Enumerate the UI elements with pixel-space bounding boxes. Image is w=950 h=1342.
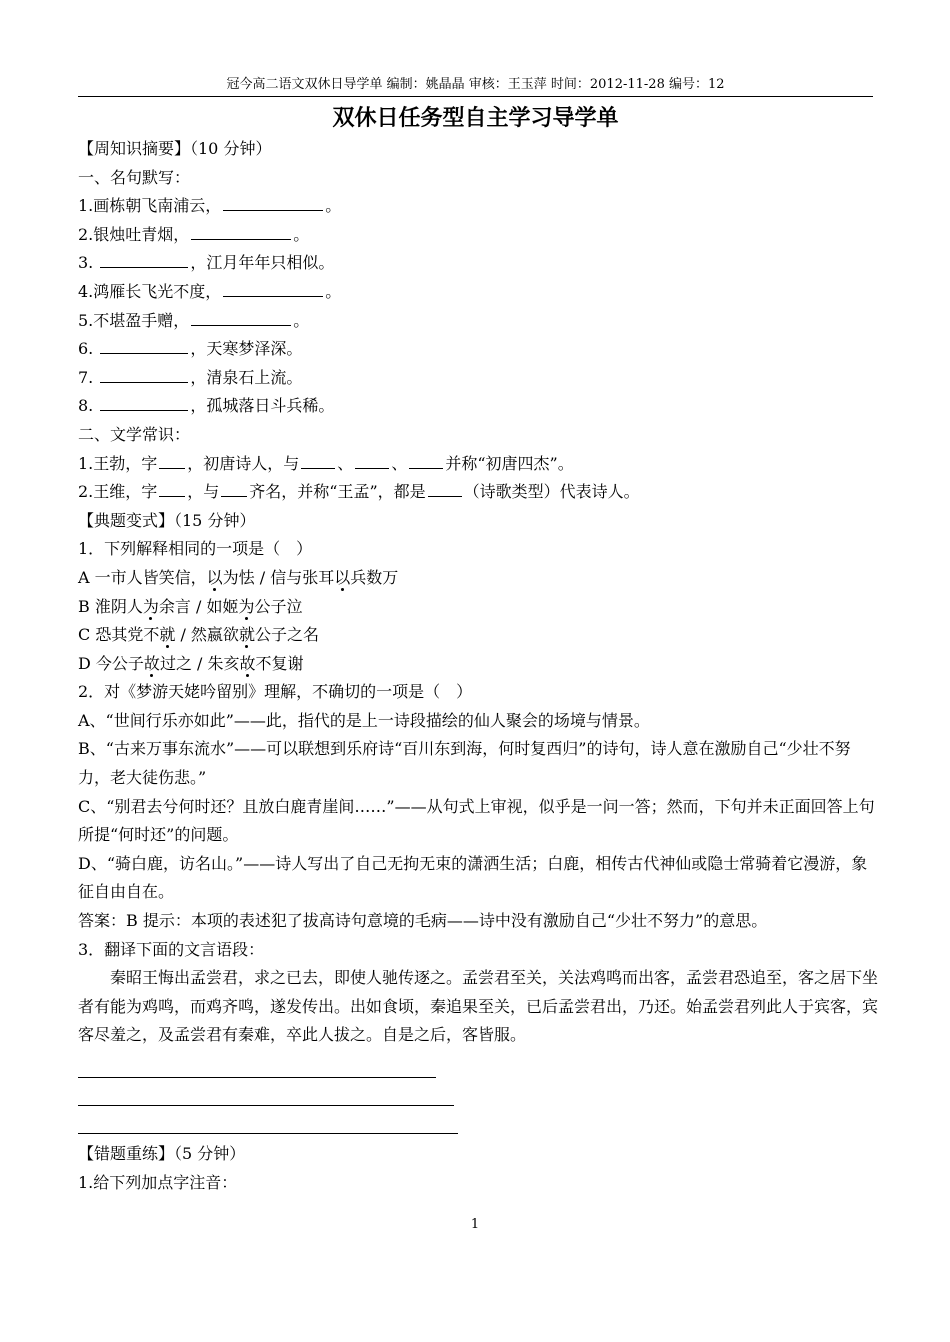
dotted-char: 故 xyxy=(143,653,160,673)
recitation-item xyxy=(78,364,878,393)
option-d: D、“骑白鹿，访名山。”——诗人写出了自己无拘无束的潇洒生活；白鹿，相传古代神仙或隐士常骑着它漫游，象征自由自在。 xyxy=(78,853,868,902)
dotted-char: 故 xyxy=(239,653,256,673)
item-text: 8. xyxy=(78,396,99,416)
option-c: C、“别君去兮何时还？且放白鹿青崖间……”——从句式上审视，似乎是一问一答；然而，下句并未正面回答上句所提“何时还”的问题。 xyxy=(78,796,875,845)
fill-blank[interactable] xyxy=(159,450,185,469)
question-stem: 1.给下列加点字注音： xyxy=(78,1172,238,1192)
item-text: ，江月年年只相似。 xyxy=(190,253,335,273)
answer-lines xyxy=(78,1056,878,1140)
fill-blank[interactable] xyxy=(428,478,462,497)
recitation-item xyxy=(78,278,878,307)
fill-blank[interactable] xyxy=(301,450,335,469)
item-text: 齐名，并称“王孟”，都是 xyxy=(249,482,426,502)
document-body xyxy=(78,135,878,1197)
item-text: 。 xyxy=(293,310,310,330)
part-heading-literature: 二、文学常识： xyxy=(78,424,191,444)
dotted-char: 以 xyxy=(334,567,351,587)
item-text: 1.画栋朝飞南浦云， xyxy=(78,196,222,216)
answer-line[interactable] xyxy=(78,1112,878,1140)
recitation-item xyxy=(78,307,878,336)
fill-blank[interactable] xyxy=(100,392,188,411)
part-heading-recitation: 一、名句默写： xyxy=(78,167,191,187)
item-text: 并称“初唐四杰”。 xyxy=(445,453,574,473)
option-text: D 今公子 xyxy=(78,653,144,673)
item-text: 、 xyxy=(337,453,354,473)
question-stem: 2．对《梦游天姥吟留别》理解，不确切的一项是（ ） xyxy=(78,682,473,702)
dotted-char: 为 xyxy=(142,596,159,616)
option-text: 公子泣 xyxy=(254,596,303,616)
item-text: ，与 xyxy=(187,482,220,502)
dotted-char: 就 xyxy=(159,625,176,645)
item-text: 6. xyxy=(78,339,99,359)
answer-line[interactable] xyxy=(78,1056,878,1084)
answer-note: 答案：B 提示：本项的表述犯了拔高诗句意境的毛病——诗中没有激励自己“少壮不努力”的意思。 xyxy=(78,911,768,931)
classical-passage: 秦昭王悔出孟尝君，求之已去，即使人驰传逐之。孟尝君至关，关法鸡鸣而出客，孟尝君恐追至，客之居下坐者有能为鸡鸣，而鸡齐鸣，遂发传出。出如食顷，秦追果至关，已后孟尝君出，乃还。始孟尝君列此人于宾客，宾客尽羞之，及孟尝君有秦难，卒此人拔之。自是之后，客皆服。 xyxy=(78,968,879,1045)
fill-blank[interactable] xyxy=(355,450,389,469)
fill-blank[interactable] xyxy=(221,478,247,497)
literature-item xyxy=(78,478,878,507)
option-text: A 一市人皆笑信， xyxy=(78,567,207,587)
item-text: 2.银烛吐青烟， xyxy=(78,224,190,244)
item-text: ，孤城落日斗兵稀。 xyxy=(190,396,335,416)
option-text: 不复谢 xyxy=(255,653,304,673)
option-b xyxy=(78,593,878,622)
option-text: 过之 / 朱亥 xyxy=(159,653,240,673)
item-text: 3. xyxy=(78,253,99,273)
page-number: 1 xyxy=(470,1217,480,1232)
item-text: 、 xyxy=(391,453,408,473)
item-text: 。 xyxy=(325,281,342,301)
section-heading-review: 【错题重练】（5 分钟） xyxy=(78,1144,246,1163)
fill-blank[interactable] xyxy=(191,307,291,326)
question-stem: 3．翻译下面的文言语段： xyxy=(78,939,265,959)
option-text: 兵数万 xyxy=(350,567,399,587)
option-d xyxy=(78,650,878,679)
dotted-char: 为 xyxy=(238,596,255,616)
item-text: ，天寒梦泽深。 xyxy=(190,339,303,359)
literature-item xyxy=(78,450,878,479)
recitation-item xyxy=(78,392,878,421)
fill-blank[interactable] xyxy=(100,335,188,354)
page-title: 双休日任务型自主学习导学单 xyxy=(332,106,619,131)
option-a xyxy=(78,564,878,593)
item-text: ，初唐诗人，与 xyxy=(187,453,300,473)
fill-blank[interactable] xyxy=(100,249,188,268)
header-rule xyxy=(78,96,873,97)
fill-blank[interactable] xyxy=(223,192,323,211)
section-heading-practice: 【典题变式】（15 分钟） xyxy=(78,510,256,530)
recitation-item xyxy=(78,249,878,278)
answer-line[interactable] xyxy=(78,1084,878,1112)
option-text: / 然嬴欲 xyxy=(175,625,239,645)
item-text: 。 xyxy=(293,224,310,244)
fill-blank[interactable] xyxy=(159,478,185,497)
option-text: 余言 / 如姬 xyxy=(158,596,239,616)
dotted-char: 以 xyxy=(206,567,223,587)
item-text: 7. xyxy=(78,367,99,387)
question-stem: 1．下列解释相同的一项是（ ） xyxy=(78,539,313,559)
option-a: A、“世间行乐亦如此”——此，指代的是上一诗段描绘的仙人聚会的场境与情景。 xyxy=(78,710,650,730)
option-text: B 淮阴人 xyxy=(78,596,143,616)
running-header: 冠今高二语文双休日导学单 编制：姚晶晶 审核：王玉萍 时间：2012-11-28 编号：12 xyxy=(226,77,725,92)
fill-blank[interactable] xyxy=(100,364,188,383)
item-text: 4.鸿雁长飞光不度， xyxy=(78,281,222,301)
fill-blank[interactable] xyxy=(409,450,443,469)
item-text: 。 xyxy=(325,196,342,216)
fill-blank[interactable] xyxy=(191,221,291,240)
option-text: 为怯 / 信与张耳 xyxy=(222,567,335,587)
option-text: C 恐其党不 xyxy=(78,625,160,645)
item-text: 1.王勃，字 xyxy=(78,453,158,473)
item-text: 2.王维，字 xyxy=(78,482,158,502)
fill-blank[interactable] xyxy=(223,278,323,297)
item-text: 5.不堪盈手赠， xyxy=(78,310,190,330)
section-heading-knowledge: 【周知识摘要】（10 分钟） xyxy=(78,139,272,158)
option-text: 公子之名 xyxy=(254,625,319,645)
option-c xyxy=(78,621,878,650)
recitation-item xyxy=(78,192,878,221)
recitation-item xyxy=(78,335,878,364)
recitation-item xyxy=(78,221,878,250)
dotted-char: 就 xyxy=(238,625,255,645)
option-b: B、“古来万事东流水”——可以联想到乐府诗“百川东到海，何时复西归”的诗句，诗人意在激励自己“少壮不努力，老大徒伤悲。” xyxy=(78,739,851,788)
item-text: （诗歌类型）代表诗人。 xyxy=(463,482,640,502)
item-text: ，清泉石上流。 xyxy=(190,367,303,387)
